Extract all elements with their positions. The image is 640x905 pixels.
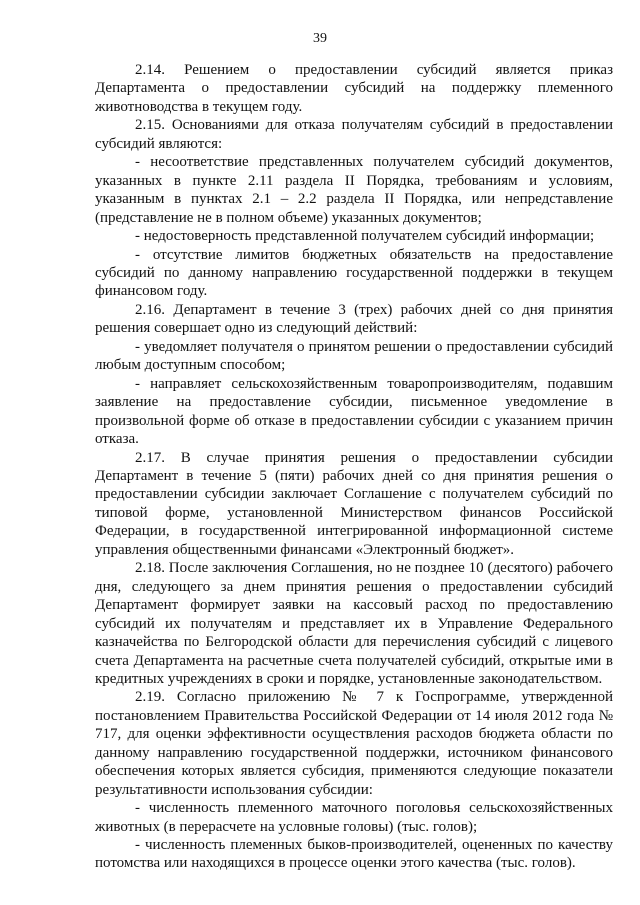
list-item: - направляет сельскохозяйственным товаропроизводителям, подавшим заявление на предоставление субсидии, письменное уведомление в произвольной форме об отказе в предоставлении субсидии с указанием причин отказа. — [95, 375, 613, 448]
paragraph-2-19: 2.19. Согласно приложению № 7 к Госпрограмме, утвержденной постановлением Правительства Российской Федерации от 14 июля 2012 года № 717, для оценки эффективности осуществления расходов бюджета области по данному направлению государственной поддержки, источником финансового обеспечения которых является субсидия, применяются следующие показатели результативности использования субсидии: — [95, 689, 613, 798]
list-item: - несоответствие представленных получателем субсидий документов, указанных в пункте 2.11 раздела II Порядка, требованиям и условиям, указанным в пунктах 2.1 – 2.2 раздела II Порядка, или непредставление (представление не в полном объеме) указанных документов; — [95, 154, 613, 226]
list-item: - численность племенных быков-производителей, оцененных по качеству потомства или находящихся в процессе оценки этого качества (тыс. голов). — [95, 837, 613, 872]
list-item: - недостоверность представленной получателем субсидий информации; — [135, 228, 595, 245]
paragraph-2-14: 2.14. Решением о предоставлении субсидий является приказ Департамента о предоставлении субсидий на поддержку племенного животноводства в текущем году. — [95, 62, 613, 115]
list-item: - численность племенного маточного поголовья сельскохозяйственных животных (в перерасчете на условные головы) (тыс. голов); — [95, 800, 613, 835]
paragraph-2-16: 2.16. Департамент в течение 3 (трех) рабочих дней со дня принятия решения совершает одно из следующий действий: — [95, 301, 613, 337]
page-number: 39 — [313, 31, 327, 46]
paragraph-2-18: 2.18. После заключения Соглашения, но не позднее 10 (десятого) рабочего дня, следующего за днем принятия решения о предоставлении субсидий Департамент формирует заявки на кассовый расход по предоставлению субсидий их получателям и представляет их в Управление Федерального казначейства по Белгородской области для перечисления субсидий с лицевого счета Департамента на расчетные счета получателей субсидий, открытые ими в кредитных учреждениях в сроки и порядке, установленные законодательством. — [95, 560, 613, 687]
list-item: - отсутствие лимитов бюджетных обязательств на предоставление субсидий по данному направлению государственной поддержки в текущем финансовом году. — [95, 246, 613, 300]
document-body — [95, 61, 613, 873]
paragraph-2-15: 2.15. Основаниями для отказа получателям субсидий в предоставлении субсидий являются: — [95, 117, 613, 152]
list-item: - уведомляет получателя о принятом решении о предоставлении субсидий любым доступным способом; — [95, 338, 613, 374]
paragraph-2-17: 2.17. В случае принятия решения о предоставлении субсидии Департамент в течение 5 (пяти) рабочих дней со дня принятия решения о предоставлении субсидии заключает Соглашение с получателем субсидий по типовой форме, установленной Министерством финансов Российской Федерации, в государственной интегрированной информационной системе управления общественными финансами «Электронный бюджет». — [95, 449, 613, 558]
